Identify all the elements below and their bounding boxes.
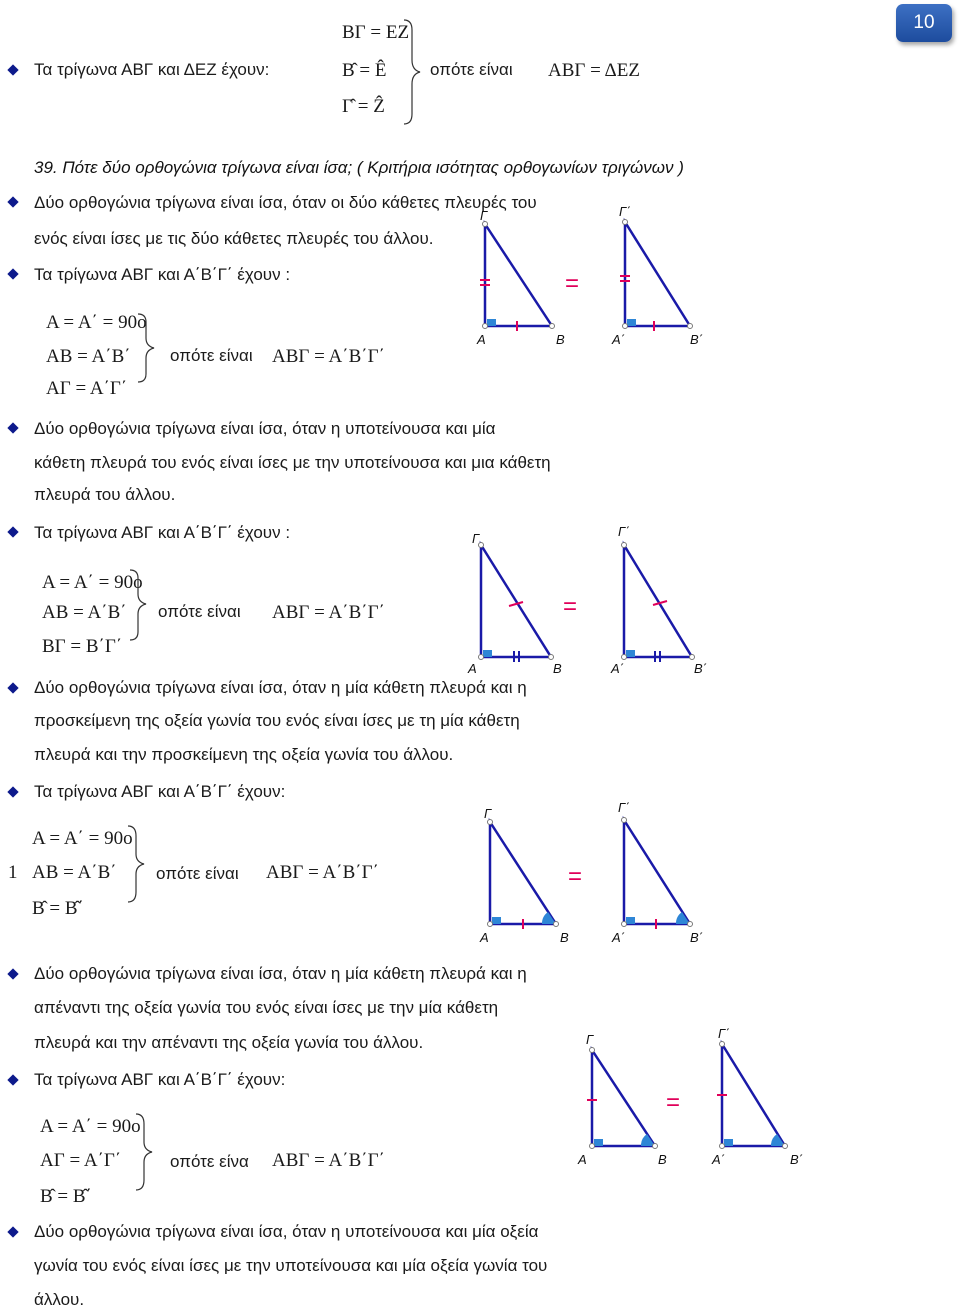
figure-4-right-triangle: [717, 1042, 788, 1149]
criterion-3-condition-3: Β̂ = Β̂΄: [32, 898, 84, 919]
page-number: 10: [913, 12, 935, 33]
figure-4-label-g: Γ: [586, 1032, 594, 1047]
criterion-4-condition-1: Α = Α΄ = 90ο: [40, 1116, 141, 1137]
intro-condition-1: ΒΓ = ΕΖ: [342, 22, 410, 43]
intro-result: ΑΒΓ = ΔΕΖ: [548, 60, 640, 81]
figure-2-label-g: Γ: [472, 531, 480, 546]
figure-2-label-g2: Γ΄: [618, 524, 630, 539]
figure-2-left-triangle: [479, 543, 554, 663]
figure-1-label-g2: Γ΄: [619, 204, 631, 219]
criterion-3-condition-1: Α = Α΄ = 90ο: [32, 828, 133, 849]
criterion-4-lead: Τα τρίγωνα ΑΒΓ και Α΄Β΄Γ΄ έχουν:: [34, 1070, 286, 1089]
criterion-1-condition-3: ΑΓ = Α΄Γ΄: [46, 378, 128, 399]
figure-1-left-triangle: [480, 222, 555, 332]
figure-4-equals: =: [666, 1089, 681, 1116]
criterion-3-then: οπότε είναι: [156, 864, 239, 883]
figure-1-label-b: Β: [556, 332, 565, 347]
intro-condition-3: Γ̂ = Ẑ: [342, 96, 385, 117]
figure-4-left-triangle: [587, 1048, 658, 1149]
intro-lead: Τα τρίγωνα ΑΒΓ και ΔΕΖ έχουν:: [34, 60, 270, 79]
criterion-2-condition-1: Α = Α΄ = 90ο: [42, 572, 143, 593]
figure-1-right-triangle: [620, 220, 693, 332]
criterion-5-line-3: άλλου.: [34, 1290, 85, 1309]
figure-3-right-triangle: [622, 818, 693, 930]
criterion-2-condition-2: ΑΒ = Α΄Β΄: [42, 602, 127, 623]
criterion-2-then: οπότε είναι: [158, 602, 241, 621]
criterion-1-line-1: Δύο ορθογώνια τρίγωνα είναι ίσα, όταν οι δύο κάθετες πλευρές του: [34, 193, 537, 212]
criterion-1-condition-2: ΑΒ = Α΄Β΄: [46, 346, 131, 367]
intro-condition-2: Β̂ = Ê: [342, 60, 387, 81]
figure-4-label-b2: Β΄: [790, 1152, 803, 1167]
criterion-4-condition-2: ΑΓ = Α΄Γ΄: [40, 1150, 122, 1171]
figure-2-label-a2: Α΄: [611, 661, 624, 676]
figure-2-label-b2: Β΄: [694, 661, 707, 676]
figure-1-equals: =: [565, 270, 580, 297]
criterion-3-line-1: Δύο ορθογώνια τρίγωνα είναι ίσα, όταν η μία κάθετη πλευρά και η: [34, 678, 527, 697]
figure-2-label-a: Α: [468, 661, 477, 676]
criterion-4-line-3: πλευρά και την απέναντι της οξεία γωνία του άλλου.: [34, 1033, 424, 1052]
criterion-1-result: ΑΒΓ = Α΄Β΄Γ΄: [272, 346, 385, 367]
criterion-3-marker: 1: [8, 862, 18, 883]
criterion-3-lead: Τα τρίγωνα ΑΒΓ και Α΄Β΄Γ΄ έχουν:: [34, 782, 286, 801]
figure-1-label-a: Α: [477, 332, 486, 347]
figure-3-label-a2: Α΄: [612, 930, 625, 945]
criterion-5-line-2: γωνία του ενός είναι ίσες με την υποτείνουσα και μία οξεία γωνία του: [34, 1256, 548, 1275]
criterion-2-lead: Τα τρίγωνα ΑΒΓ και Α΄Β΄Γ΄ έχουν :: [34, 523, 291, 542]
criterion-5-line-1: Δύο ορθογώνια τρίγωνα είναι ίσα, όταν η υποτείνουσα και μία οξεία: [34, 1222, 539, 1241]
figure-2-label-b: Β: [553, 661, 562, 676]
criterion-3-result: ΑΒΓ = Α΄Β΄Γ΄: [266, 862, 379, 883]
figure-2-equals: =: [563, 593, 578, 620]
intro-then: οπότε είναι: [430, 60, 513, 79]
brace-icon: [128, 20, 420, 1190]
criterion-1-line-2: ενός είναι ίσες με τις δύο κάθετες πλευρές του άλλου.: [34, 229, 434, 248]
figure-3-label-g2: Γ΄: [618, 800, 630, 815]
criterion-2-condition-3: ΒΓ = Β΄Γ΄: [42, 636, 123, 657]
section-title: 39. Πότε δύο ορθογώνια τρίγωνα είναι ίσα; ( Κριτήρια ισότητας ορθογωνίων τριγώνων ): [34, 158, 684, 177]
criterion-4-then: οπότε είνα: [170, 1152, 249, 1171]
criterion-4-line-2: απέναντι της οξεία γωνία του ενός είναι ίσες με την μία κάθετη: [34, 998, 499, 1017]
criterion-2-result: ΑΒΓ = Α΄Β΄Γ΄: [272, 602, 385, 623]
criterion-1-condition-1: Α = Α΄ = 90ο: [46, 312, 147, 333]
figure-4-label-a: Α: [578, 1152, 587, 1167]
figure-4-label-a2: Α΄: [712, 1152, 725, 1167]
figure-3-label-b: Β: [560, 930, 569, 945]
figure-1-label-g: Γ: [480, 208, 488, 223]
criterion-3-condition-2: ΑΒ = Α΄Β΄: [32, 862, 117, 883]
criterion-2-line-1: Δύο ορθογώνια τρίγωνα είναι ίσα, όταν η υποτείνουσα και μία: [34, 419, 496, 438]
figure-3-label-b2: Β΄: [690, 930, 703, 945]
figure-3-label-g: Γ: [484, 806, 492, 821]
criterion-4-result: ΑΒΓ = Α΄Β΄Γ΄: [272, 1150, 385, 1171]
figure-2-right-triangle: [622, 543, 695, 663]
criterion-2-line-2: κάθετη πλευρά του ενός είναι ίσες με την υποτείνουσα και μια κάθετη: [34, 453, 551, 472]
criterion-3-line-2: προσκείμενη της οξεία γωνία του ενός είναι ίσες με τη μία κάθετη: [34, 711, 520, 730]
criterion-2-line-3: πλευρά του άλλου.: [34, 485, 176, 504]
figure-1-label-a2: Α΄: [612, 332, 625, 347]
figure-3-label-a: Α: [480, 930, 489, 945]
figure-3-left-triangle: [488, 820, 559, 930]
criterion-1-lead: Τα τρίγωνα ΑΒΓ και Α΄Β΄Γ΄ έχουν :: [34, 265, 291, 284]
criterion-3-line-3: πλευρά και την προσκείμενη της οξεία γωνία του άλλου.: [34, 745, 454, 764]
figure-1-label-b2: Β΄: [690, 332, 703, 347]
criterion-1-then: οπότε είναι: [170, 346, 253, 365]
figure-3-equals: =: [568, 863, 583, 890]
figure-4-label-g2: Γ΄: [718, 1026, 730, 1041]
criterion-4-condition-3: Β̂ = Β̂΄: [40, 1186, 92, 1207]
figure-4-label-b: Β: [658, 1152, 667, 1167]
criterion-4-line-1: Δύο ορθογώνια τρίγωνα είναι ίσα, όταν η μία κάθετη πλευρά και η: [34, 964, 527, 983]
